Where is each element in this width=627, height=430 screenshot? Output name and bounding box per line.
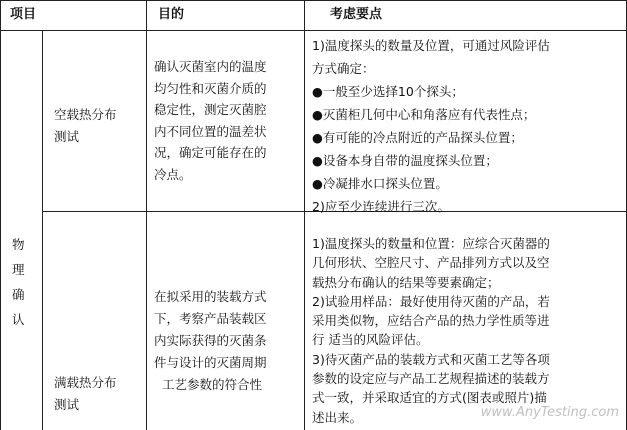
points-full-load: 1)温度探头的数量和位置：应综合灭菌器的 几何形状、空腔尺寸、产品排列方式以及空 载热分布确认的结果等要素确定； 2)试验用样品：最好使用待灭菌的产品，若 采用类似物，应结合产品的热力学性质等进 行 适当的风险评估。 3)待灭菌产品的装载方式和灭菌工艺等各项 参数的设定应与产品工艺规程描述的装载方 式一致，并采取适宜的方式(图表或照片)描 述出来。	[312, 236, 550, 425]
column-divider	[146, 0, 147, 430]
points-empty-load: 1)温度探头的数量及位置，可通过风险评估 方式确定： ●一般至少选择10个探头； ●灭菌柜几何中心和角落应有代表性点； ●有可能的冷点附近的产品探头位置； ●设备本身自带的温度探头位置； ●冷凝排水口探头位置。 2)应至少连续进行三次。	[312, 38, 550, 214]
table-border-left	[0, 0, 1, 430]
purpose-full-load: 在拟采用的装载方式 下，考察产品装载区 内实际获得的灭菌条 件与设计的灭菌周期 工艺参数的符合性	[154, 289, 267, 392]
test-name-full-load: 满载热分布 测试	[54, 375, 117, 412]
watermark: www.AnyTesting.com	[480, 405, 619, 420]
table-border-top	[0, 0, 627, 1]
header-purpose: 目的	[158, 7, 185, 22]
category-divider	[42, 30, 43, 430]
test-name-empty-load: 空载热分布 测试	[54, 107, 117, 144]
header-item: 项目	[10, 7, 37, 22]
header-considerations: 考虑要点	[330, 7, 383, 22]
purpose-empty-load: 确认灭菌室内的温度 均匀性和灭菌介质的 稳定性，测定灭菌腔 内不同位置的温差状 况，确定可能存在的 冷点。	[154, 59, 267, 182]
column-divider	[304, 0, 305, 430]
header-divider	[0, 30, 627, 31]
category-label: 物 理 确 认	[12, 237, 25, 327]
